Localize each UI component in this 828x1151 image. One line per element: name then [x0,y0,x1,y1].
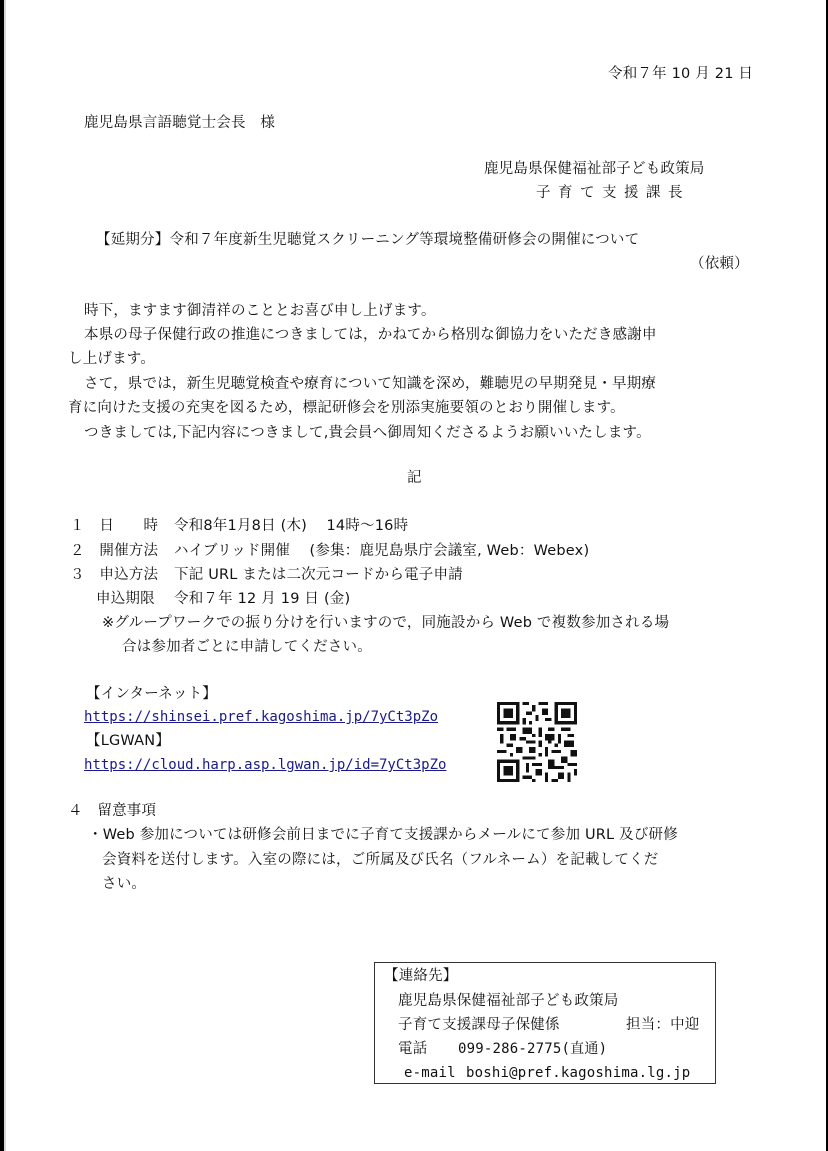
body-paragraph-3-line-2: 育に向けた支援の充実を図るため，標記研修会を別添実施要領のとおり開催します。 [68,400,625,416]
note-line-1: ※グループワークでの振り分けを行いますので，同施設から Web で複数参加される場 [102,615,670,631]
notes-line-2: 会資料を送付します。入室の際には，ご所属及び氏名（フルネーム）を記載してくだ [102,852,659,868]
body-paragraph-2-line-2: し上げます。 [68,351,156,367]
lgwan-label: 【LGWAN】 [86,733,171,749]
item-application-value: 下記 URL または二次元コードから電子申請 [174,567,463,583]
body-paragraph-4: つきましては,下記内容につきまして,貴会員へ御周知くださるようお願いいたします。 [84,425,651,441]
sender-title: 子育て支援課長 [536,185,690,201]
contact-phone-label: 電話 [398,1041,428,1057]
notes-heading: ４ 留意事項 [68,803,157,819]
contact-person: 担当：中迎 [626,1017,700,1033]
contact-email-label: e-mail [404,1065,456,1081]
sender-org: 鹿児島県保健福祉部子ども政策局 [484,161,705,177]
qr-code-icon[interactable] [497,702,577,782]
document-title-suffix: （依頼） [690,256,749,272]
recipient: 鹿児島県言語聴覚士会長 様 [84,115,276,131]
deadline-value: 令和７年 12 月 19 日 (金) [174,591,351,607]
internet-label: 【インターネット】 [86,686,217,702]
notes-line-1: ・Web 参加については研修会前日までに子育て支援課からメールにて参加 URL 及び研修 [88,827,678,843]
notes-line-3: さい。 [102,876,147,892]
contact-org: 鹿児島県保健福祉部子ども政策局 [398,993,619,1009]
deadline-label: 申込期限 [96,591,155,607]
note-line-2: 合は参加者ごとに申請してください。 [122,639,372,655]
lgwan-url-link[interactable]: https://cloud.harp.asp.lgwan.jp/id=7yCt3pZo [84,757,447,773]
item-method-label: ２ 開催方法 [70,543,159,559]
item-application-label: ３ 申込方法 [70,567,159,583]
body-paragraph-3-line-1: さて，県では，新生児聴覚検査や療育について知識を深め，難聴児の早期発見・早期療 [84,376,657,392]
contact-heading: 【連絡先】 [384,968,458,984]
document-title: 【延期分】令和７年度新生児聴覚スクリーニング等環境整備研修会の開催について [96,232,640,248]
item-method-value: ハイブリッド開催 (参集：鹿児島県庁会議室, Web：Webex) [174,543,590,559]
document-page [4,0,826,1151]
contact-email: boshi@pref.kagoshima.lg.jp [466,1065,691,1081]
internet-url-link[interactable]: https://shinsei.pref.kagoshima.jp/7yCt3pZo [84,709,439,725]
item-date-value: 令和8年1月8日 (木) 14時～16時 [174,518,409,534]
item-date-label: １ 日 時 [70,518,159,534]
body-paragraph-2-line-1: 本県の母子保健行政の推進につきましては，かねてから格別な御協力をいただき感謝申 [84,327,657,343]
contact-phone: 099-286-2775(直通) [458,1041,608,1057]
issue-date: 令和７年 10 月 21 日 [608,66,754,82]
contact-dept: 子育て支援課母子保健係 [398,1017,560,1033]
body-paragraph-1: 時下，ますます御清祥のこととお喜び申し上げます。 [84,303,436,319]
ki-heading: 記 [407,470,422,486]
